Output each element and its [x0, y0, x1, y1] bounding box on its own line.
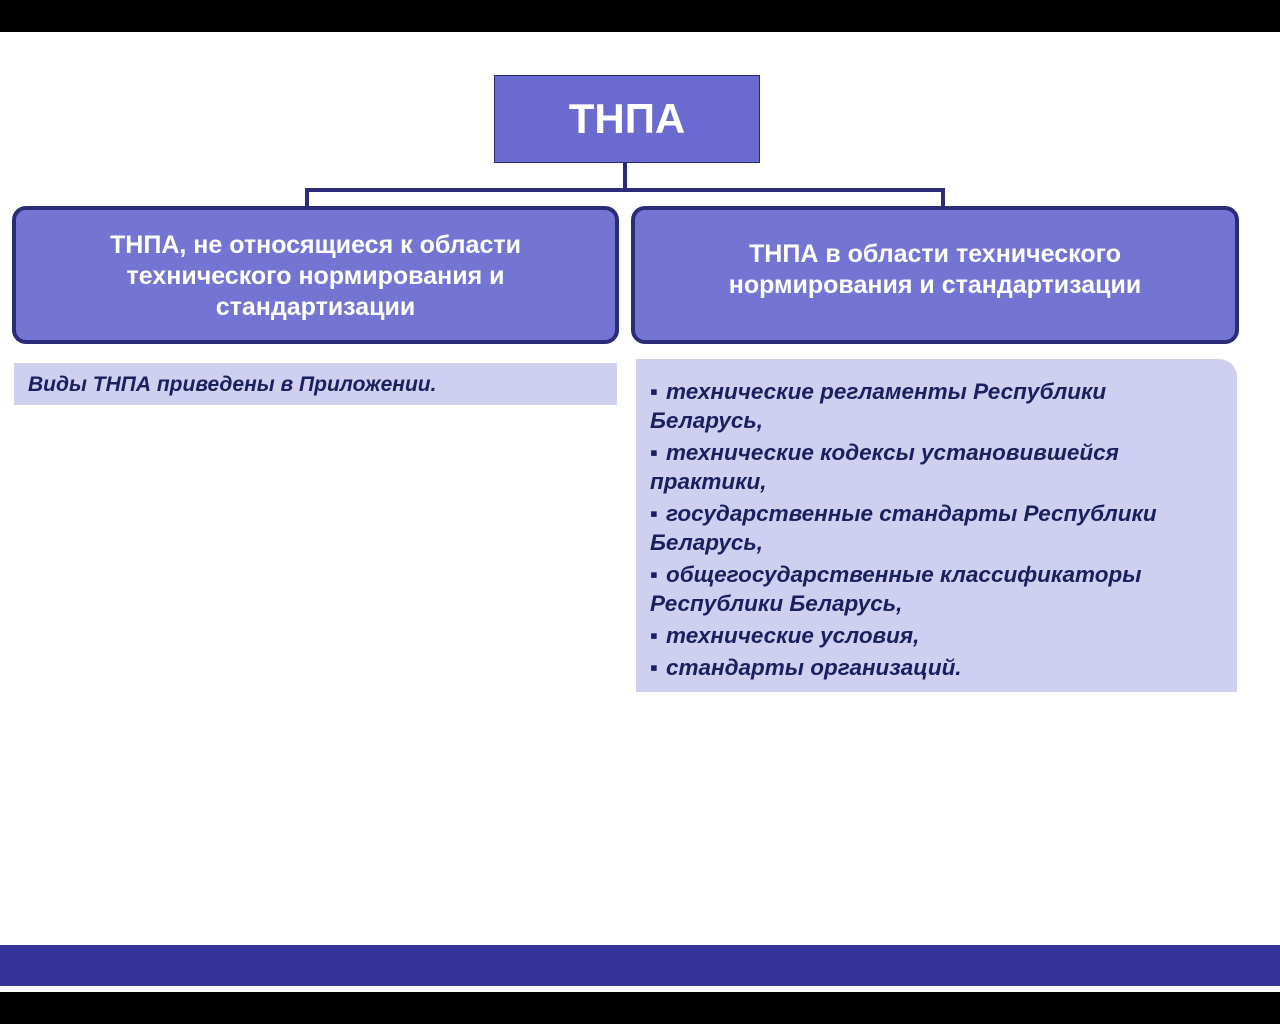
left-branch-label: ТНПА, не относящиеся к области технического нормирования и стандартизации	[110, 231, 521, 321]
root-node	[494, 75, 760, 163]
list-item: ▪ технические регламенты Республики Беларусь,	[650, 377, 1207, 435]
list-item: ▪ технические кодексы установившейся практики,	[650, 438, 1207, 496]
list-item: ▪ общегосударственные классификаторы Республики Беларусь,	[650, 560, 1207, 618]
list-item: ▪ технические условия,	[650, 621, 1207, 650]
list-item: ▪ государственные стандарты Республики Беларусь,	[650, 499, 1207, 557]
left-branch-note-text: Виды ТНПА приведены в Приложении.	[28, 373, 437, 396]
root-node-label: ТНПА	[568, 95, 686, 142]
footer-bar	[0, 945, 1280, 986]
right-branch-list	[650, 377, 1207, 682]
left-branch-note	[14, 363, 617, 405]
left-branch-node	[12, 206, 619, 344]
slide	[0, 32, 1280, 992]
right-branch-node	[631, 206, 1239, 344]
list-item: ▪ стандарты организаций.	[650, 653, 1207, 682]
right-branch-list-panel	[636, 359, 1237, 692]
right-branch-label: ТНПА в области технического нормирования и стандартизации	[728, 240, 1142, 299]
